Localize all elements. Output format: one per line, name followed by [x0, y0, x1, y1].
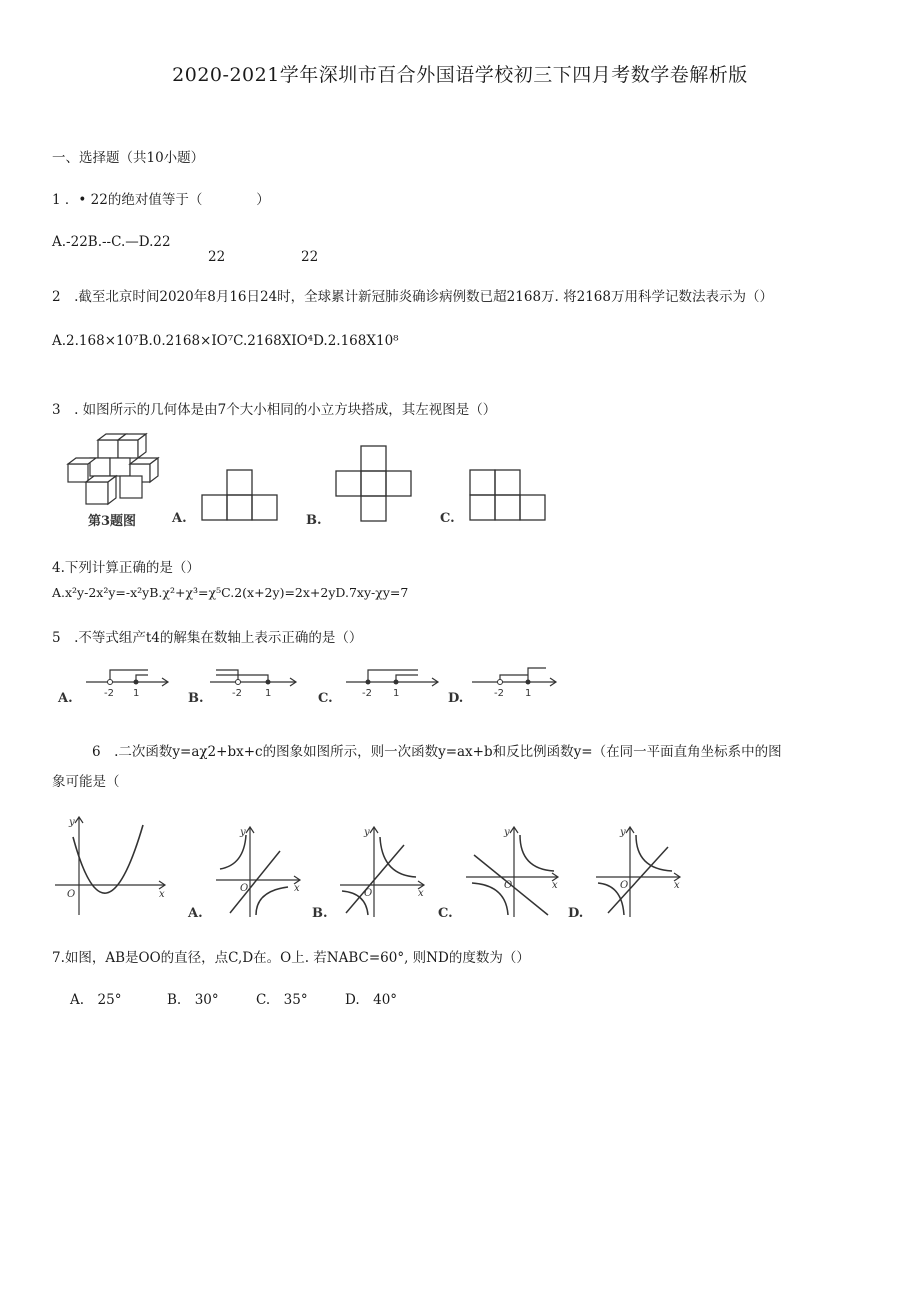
q6-b-origin: O: [364, 888, 373, 899]
q6-c-axis-x: x: [552, 880, 558, 891]
q3-stem: 3 . 如图所示的几何体是由7个大小相同的小立方块搭成，其左视图是（）: [52, 402, 497, 418]
q1-stem: 1 ．• 22的绝对值等于（ ）: [52, 192, 270, 208]
q6-main-origin: O: [67, 889, 76, 900]
q6-d-axis-y: y: [620, 827, 626, 838]
q6-c-origin: O: [504, 880, 513, 891]
q5-c-tick-1: 1: [393, 688, 400, 699]
q6-c-axis-y: y: [504, 827, 510, 838]
q7-stem: 7.如图，AB是OO的直径，点C,D在。O上. 若NABC=60°, 则ND的度数为（）: [52, 950, 530, 966]
q3-label-c: C.: [440, 511, 455, 526]
q7-option-c: C. 35°: [256, 992, 308, 1008]
q6-label-b: B.: [312, 906, 328, 921]
q6-b-axis-y: y: [364, 827, 370, 838]
q5-label-a: A.: [58, 691, 73, 706]
q6-b-axis-x: x: [418, 888, 424, 899]
q4-options: A.x²y-2x²y=-x²yB.χ²+χ³=χ⁵C.2(x+2y)=2x+2yD.7xy-χy=7: [52, 585, 409, 600]
q5-option-c-numberline: [318, 662, 443, 707]
q7-option-a: A. 25°: [70, 992, 122, 1008]
q6-a-origin: O: [240, 883, 249, 894]
q3-label-a: A.: [172, 511, 187, 526]
q1-denominator-b: 22: [208, 249, 226, 265]
q6-option-d-graph: [568, 825, 683, 920]
q6-a-axis-x: x: [294, 883, 300, 894]
q7-option-d: D. 40°: [345, 992, 398, 1008]
q5-b-tick-1: 1: [265, 688, 272, 699]
q6-option-a-graph: [188, 825, 303, 920]
q3-label-b: B.: [306, 513, 322, 528]
q5-label-b: B.: [188, 691, 204, 706]
q7-option-b: B. 30°: [167, 992, 219, 1008]
q3-solid-figure: [58, 432, 168, 532]
q1-denominator-c: 22: [301, 249, 319, 265]
q6-parabola-graph: [55, 815, 170, 915]
q5-option-a-numberline: [58, 662, 173, 707]
q3-option-c-figure: [440, 468, 550, 528]
q6-a-axis-y: y: [240, 827, 246, 838]
q6-main-axis-y: y: [69, 817, 75, 828]
page-title: 2020-2021学年深圳市百合外国语学校初三下四月考数学卷解析版: [172, 64, 748, 86]
q6-stem-line1: 6 .二次函数y=aχ2+bx+c的图象如图所示，则一次函数y=ax+b和反比例函数y=（在同一平面直角坐标系中的图: [92, 744, 782, 760]
q5-b-tick-neg2: -2: [232, 688, 242, 699]
q2-options: A.2.168×10⁷B.0.2168×IO⁷C.2168XIO⁴D.2.168X10⁸: [52, 333, 399, 349]
q5-a-tick-1: 1: [133, 688, 140, 699]
q5-c-tick-neg2: -2: [362, 688, 372, 699]
q6-d-origin: O: [620, 880, 629, 891]
q4-stem: 4.下列计算正确的是（）: [52, 560, 200, 576]
q3-option-a-figure: [172, 468, 282, 528]
q3-figure-caption: 第3题图: [88, 514, 137, 529]
q5-label-c: C.: [318, 691, 333, 706]
q1-options: A.-22B.--C.—D.22: [52, 234, 171, 250]
q5-option-d-numberline: [448, 662, 563, 707]
q5-d-tick-1: 1: [525, 688, 532, 699]
section-heading: 一、选择题（共10小题）: [52, 150, 205, 166]
q6-label-d: D.: [568, 906, 584, 921]
q6-d-axis-x: x: [674, 880, 680, 891]
q6-main-axis-x: x: [159, 889, 165, 900]
q3-option-b-figure: [306, 444, 416, 529]
q6-option-c-graph: [438, 825, 563, 920]
q5-label-d: D.: [448, 691, 464, 706]
q6-label-a: A.: [188, 906, 203, 921]
q6-option-b-graph: [312, 825, 427, 920]
q6-stem-line2: 象可能是（: [52, 774, 120, 790]
q6-label-c: C.: [438, 906, 453, 921]
q5-a-tick-neg2: -2: [104, 688, 114, 699]
q5-option-b-numberline: [188, 662, 303, 707]
q5-d-tick-neg2: -2: [494, 688, 504, 699]
q2-stem: 2 .截至北京时间2020年8月16日24时，全球累计新冠肺炎确诊病例数已超2168万. 将2168万用科学记数法表示为（）: [52, 289, 773, 305]
q5-stem: 5 .不等式组产t4的解集在数轴上表示正确的是（）: [52, 630, 363, 646]
